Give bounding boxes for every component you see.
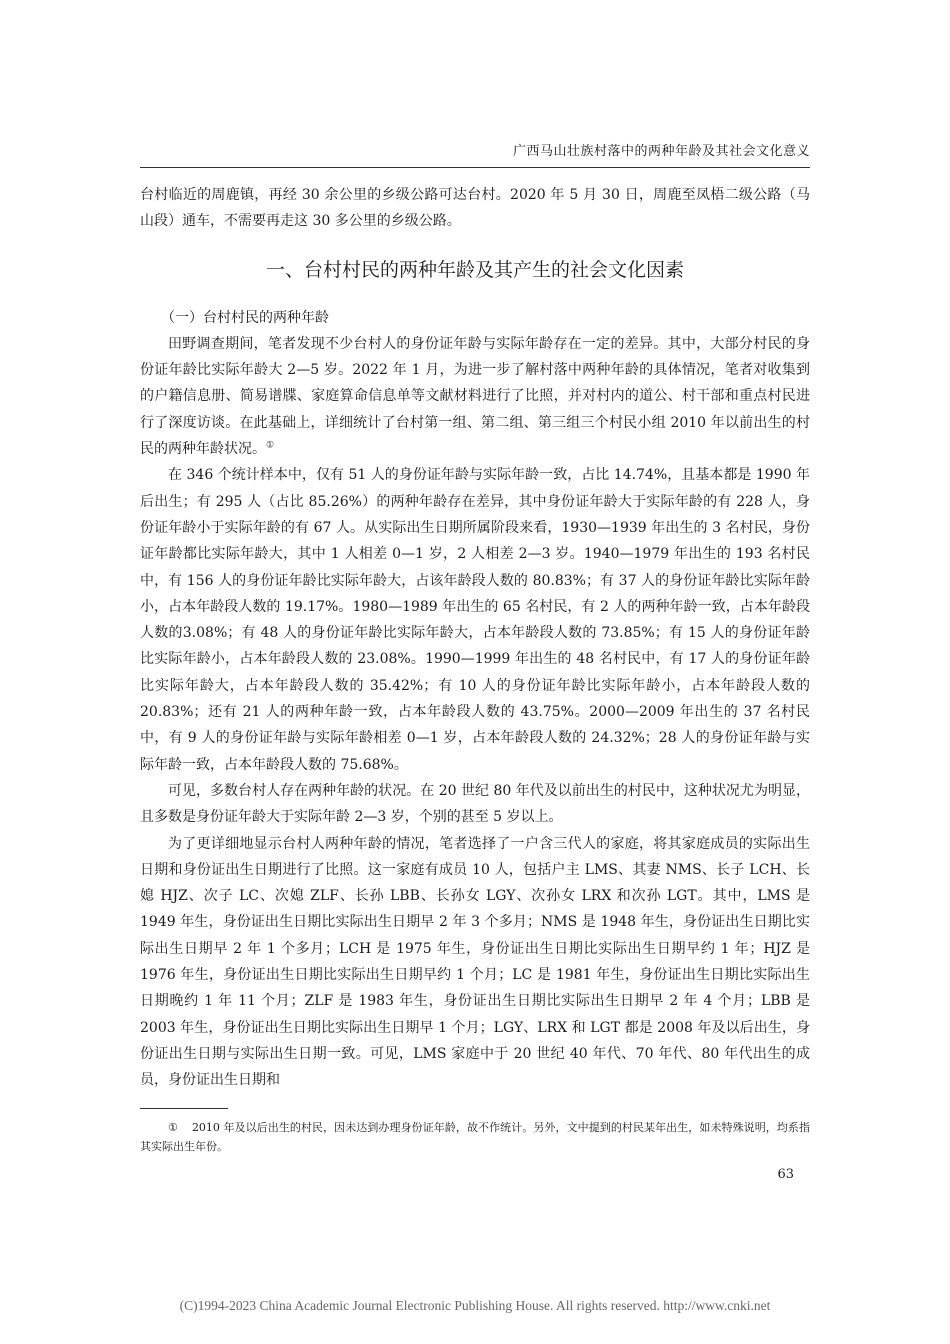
page-number: 63 [777, 1167, 794, 1182]
paragraph [140, 331, 810, 462]
paragraph: 为了更详细地显示台村人两种年龄的情况，笔者选择了一户含三代人的家庭，将其家庭成员的实际出生日期和身份证出生日期进行了比照。这一家庭有成员 10 人，包括户主 LMS、其妻 NMS、长子 LCH、长媳 HJZ、次子 LC、次媳 ZLF、长孙 LBB、长孙女 LGY、次孙女 LRX 和次孙 LGT。其中，LMS 是 1949 年生，身份证出生日期比实际出生日期早 2 年 3 个多月；NMS 是 1948 年生，身份证出生日期比实际出生日期早 2 年 1 个多月；LCH 是 1975 年生，身份证出生日期比实际出生日期早约 1 年；HJZ 是 1976 年生，身份证出生日期比实际出生日期早约 1 个月；LC 是 1981 年生，身份证出生日期比实际出生日期晚约 1 年 11 个月；ZLF 是 1983 年生，身份证出生日期比实际出生日期早 2 年 4 个月；LBB 是 2003 年生，身份证出生日期比实际出生日期早 1 个月；LGY、LRX 和 LGT 都是 2008 年及以后出生，身份证出生日期与实际出生日期一致。可见，LMS 家庭中于 20 世纪 40 年代、70 年代、80 年代出生的成员，身份证出生日期和 [140, 835, 810, 1089]
section-title: 一、台村村民的两种年龄及其产生的社会文化因素 [265, 258, 684, 281]
subsection-title: （一）台村村民的两种年龄 [161, 309, 329, 326]
footnote-divider [140, 1108, 228, 1109]
footnote-reference[interactable]: ① [266, 440, 275, 451]
paragraph-continued: 台村临近的周鹿镇，再经 30 余公里的乡级公路可达台村。2020 年 5 月 30 日，周鹿至凤梧二级公路（马山段）通车，不需要再走这 30 多公里的乡级公路。 [140, 187, 810, 230]
footnote-text: 2010 年及以后出生的村民，因未达到办理身份证年龄，故不作统计。另外，文中提到的村民某年出生，如未特殊说明，均系指其实际出生年份。 [140, 1121, 810, 1153]
running-title: 广西马山壮族村落中的两种年龄及其社会文化意义 [512, 144, 810, 159]
article-body [140, 182, 810, 1094]
running-header [140, 140, 810, 168]
paragraph-text: 田野调查期间，笔者发现不少台村人的身份证年龄与实际年龄存在一定的差异。其中，大部分村民的身份证年龄比实际年龄大 2—5 岁。2022 年 1 月，为进一步了解村落中两种年龄的具体情况，笔者对收集到的户籍信息册、简易谱牒、家庭算命信息单等文献材料进行了比照，并对村内的道公、村干部和重点村民进行了深度访谈。在此基础上，详细统计了台村第一组、第二组、第三组三个村民小组 2010 年以前出生的村民的两种年龄状况。 [140, 335, 810, 458]
footnote-marker: ① [168, 1121, 178, 1134]
paragraph: 可见，多数台村人存在两种年龄的状况。在 20 世纪 80 年代及以前出生的村民中，这种状况尤为明显，且多数是身份证年龄大于实际年龄 2—3 岁，个别的甚至 5 岁以上。 [140, 782, 810, 826]
copyright-notice: (C)1994-2023 China Academic Journal Electronic Publishing House. All rights reserved. http://www.cnki.net [179, 1298, 771, 1313]
footnote [140, 1118, 810, 1156]
paragraph: 在 346 个统计样本中，仅有 51 人的身份证年龄与实际年龄一致，占比 14.74%，且基本都是 1990 年后出生；有 295 人（占比 85.26%）的两种年龄存在差异，其中身份证年龄大于实际年龄的有 228 人，身份证年龄小于实际年龄的有 67 人。从实际出生日期所属阶段来看，1930—1939 年出生的 3 名村民，身份证年龄都比实际年龄大，其中 1 人相差 0—1 岁，2 人相差 2—3 岁。1940—1979 年出生的 193 名村民中，有 156 人的身份证年龄比实际年龄大，占该年龄段人数的 80.83%；有 37 人的身份证年龄比实际年龄小，占本年龄段人数的 19.17%。1980—1989 年出生的 65 名村民，有 2 人的两种年龄一致，占本年龄段人数的3.08%；有 48 人的身份证年龄比实际年龄大，占本年龄段人数的 73.85%；有 15 人的身份证年龄比实际年龄小，占本年龄段人数的 23.08%。1990—1999 年出生的 48 名村民中，有 17 人的身份证年龄比实际年龄大，占本年龄段人数的 35.42%；有 10 人的身份证年龄比实际年龄小，占本年龄段人数的 20.83%；还有 21 人的两种年龄一致，占本年龄段人数的 43.75%。2000—2009 年出生的 37 名村民中，有 9 人的身份证年龄与实际年龄相差 0—1 岁，占本年龄段人数的 24.32%；28 人的身份证年龄与实际年龄一致，占本年龄段人数的 75.68%。 [140, 467, 810, 773]
